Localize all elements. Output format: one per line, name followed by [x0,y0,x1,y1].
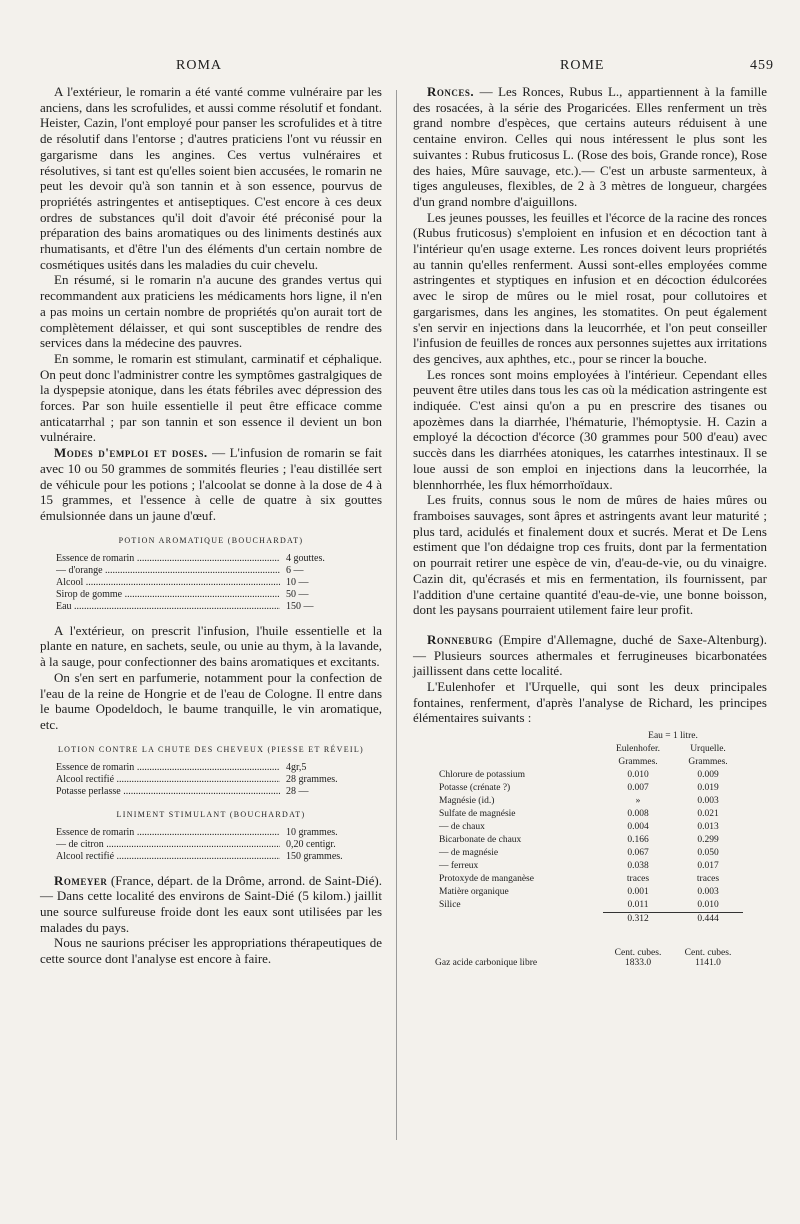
unit-label: Grammes. [688,757,728,768]
water-label: Eau = 1 litre. [648,731,698,742]
column-divider [396,90,397,1140]
paragraph-text: — L'infusion de romarin se fait avec 10 ou 50 grammes de sommités fleuries ; l'eau distillée sert de véhicule pour les potions ; l'alcoolat se donne à la dose de 4 à 15 grammes, et l'essence à celle de quatre à six gouttes émulsionnée dans un jaune d'œuf. [40,445,382,523]
table-row: Protoxyde de manganèse traces traces [439,874,720,885]
table-header-row [435,743,743,756]
table-row: Potasse (crénate ?) 0.007 0.019 [439,783,719,794]
recipe-row: Alcool rectifié ..... 150 grammes. [56,851,366,863]
entry-heading: Ronneburg [427,631,493,647]
gas-unit-row: Cent. cubes. Cent. cubes. [614,948,732,959]
paragraph: En résumé, si le romarin n'a aucune des grandes vertus qui recommandent aux praticiens les médicaments hors ligne, il n'en a pas moins un certain nombre de propriétés qu'on aurait tort de complètement délaisser, et qui sont susceptibles de rendre des services dans la médecine des pauvres. [40,272,382,351]
table-row: — de chaux 0.004 0.013 [439,822,719,833]
column-header: Eulenhofer. [615,744,661,755]
paragraph: Les ronces sont moins employées à l'intérieur. Cependant elles peuvent être utiles dans tous les cas où la médication astringente est indiquée. C'est ainsi qu'on a pu en prescrire des tisanes ou apozèmes dans la diarrhée, l'hématurie, l'hémoptysie. H. Cazin a employé la décoction d'écorce (30 grammes pour 500 d'eau) avec succès dans les diarrhées atoniques, les catarrhes intestinaux. Il se loue aussi de son emploi en injections dans la leucorrhée, la blennhorrhée, les flux hémorrhoïdaux. [413,366,767,492]
table-row: Sulfate de magnésie 0.008 0.021 [439,809,719,820]
table-row: — ferreux 0.038 0.017 [439,861,719,872]
paragraph: A l'extérieur, on prescrit l'infusion, l'huile essentielle et la plante en nature, en sachets, seule, ou unie au thym, à la lavande, à la sauge, pour confectionner des bains aromatiques et excitants. [40,622,382,670]
recipe-potion [56,553,366,613]
paragraph: A l'extérieur, le romarin a été vanté comme vulnéraire par les anciens, dans les scrofulides, et aussi comme résolutif et fondant. Heister, Cazin, l'ont employé pour panser les scrofulides et à titre de résolutif dans l'entorse ; d'autres praticiens l'ont vu réussir en gargarisme dans les angines. Ces vertus vulnéraires et résolutives, si tant est qu'elles soient bien accusées, le romarin ne peut les devoir qu'à son tannin et à son essence, pourvus de propriétés astringentes et antiseptiques. C'est encore à ces deux ordres de substances qu'il doit d'avoir été préconisé pour la préparation des bains aromatiques ou des liniments destinés aux rhumatisants, et d'être l'un des éléments d'un certain nombre de cosmétiques usités dans les maladies du cuir chevelu. [40,84,382,272]
paragraph-text: (Empire d'Allemagne, duché de Saxe-Altenburg). — Plusieurs sources athermales et ferrugineuses bicarbonatées jaillissent dans cette localité. [413,631,767,679]
table-row: — de magnésie 0.067 0.050 [439,848,719,859]
recipe-row: Essence de romarin ..... 4gr,5 [56,762,366,774]
recipe-row: Sirop de gomme ..... 50 — [56,589,366,601]
recipe-title: LOTION CONTRE LA CHUTE DES CHEVEUX (PIESSE ET RÉVEIL) [57,744,365,754]
recipe-title: POTION AROMATIQUE (BOUCHARDAT) [118,535,304,545]
recipe-lotion [56,762,366,798]
recipe-row: Alcool rectifié ..... 28 grammes. [56,774,366,786]
recipe-row: — d'orange ..... 6 — [56,565,366,577]
right-column [413,84,767,968]
paragraph-text: (France, départ. de la Drôme, arrond. de Saint-Dié). — Dans cette localité des environs de Saint-Dié (5 kilom.) jaillit une source sulfureuse froide dont les eaux sont utilisées par les malades du pays. [40,872,382,935]
paragraph: Les jeunes pousses, les feuilles et l'écorce de la racine des ronces (Rubus fruticosus) s'emploient en infusion et en décoction tant à l'intérieur qu'en usage externe. Les ronces doivent leurs propriétés au tannin qu'elles renferment. Aussi sont-elles employées comme astringentes et styptiques en infusion et en décoction édulcorées avec le sirop de mûres ou le miel rosat, pour collutoires et gargarismes, dans les angines, les stomatites. On peut également s'en servir en injections dans la leucorrhée, et l'on peut conseiller l'infusion de feuilles de ronces aux personnes sujettes aux irritations des gencives, aux aphthes, etc., pour se rincer la bouche. [413,209,767,366]
paragraph: Les fruits, connus sous le nom de mûres de haies mûres ou framboises sauvages, sont âpres et astringents avant leur maturité ; plus tard, acidulés et finalement doux et sucrés. Merat et De Lens estiment que l'on dédaigne trop ces fruits, dont par la fermentation on pourrait retirer une espèce de vin, d'eau-de-vie, ou du vinaigre. Cazin dit, qu'écrasés et mis en fermentation, ils fournissent, par l'addition d'une certaine quantité d'eau-de-vie, une bonne boisson, dont les paysans pourraient utilement faire leur profit. [413,492,767,618]
recipe-row: — de citron ..... 0,20 centigr. [56,839,366,851]
ronneburg-paragraph [413,632,767,679]
left-column [40,84,382,967]
table-row: Magnésie (id.) » 0.003 [439,796,719,807]
unit-label: Grammes. [618,757,658,768]
table-header-row [435,730,743,743]
table-row: Bicarbonate de chaux 0.166 0.299 [439,835,719,846]
paragraph: En somme, le romarin est stimulant, carminatif et céphalique. On peut donc l'administrer contre les symptômes gastralgiques de la dyspepsie atonique, dans les états fébriles avec dépression des forces. Par son huile essentielle il peut être efficace comme anticatarrhal ; par son tannin et son essence il devient un bon vulnéraire. [40,350,382,445]
section-heading: Modes d'emploi et doses. [54,445,208,461]
analysis-table [435,730,743,926]
page-number: 459 [750,58,774,73]
recipe-row: Essence de romarin ..... 10 grammes. [56,827,366,839]
paragraph: Nous ne saurions préciser les appropriations thérapeutiques de cette source dont l'analyse est encore à faire. [40,935,382,967]
total-row: 0.312 0.444 [435,913,743,927]
table-row: Chlorure de potassium 0.010 0.009 [439,770,719,781]
recipe-row: Potasse perlasse ..... 28 — [56,786,366,798]
paragraph-text: — Les Ronces, Rubus L., appartiennent à la famille des rosacées, à la série des Progaricées. Elles renferment un très grand nombre d'espèces, que certains auteurs réduisent à une centaine environ. Celles qui nous intéressent le plus sont les suivantes : Rubus fruticosus L. (Rose des bois, Grande ronce), Rose des haies, Mûre sauvage, etc.).— C'est un arbuste sarmenteux, à tiges anguleuses, flexibles, de 2 à 3 mètres de longueur, chargées d'un grand nombre d'aiguillons. [413,84,767,209]
running-head-right: ROME [560,58,605,73]
recipe-title: LINIMENT STIMULANT (BOUCHARDAT) [116,809,306,819]
paragraph: L'Eulenhofer et l'Urquelle, qui sont les deux principales fontaines, renferment, d'après l'analyse de Richard, les principes élémentaires suivants : [413,679,767,726]
modes-paragraph [40,445,382,524]
table-row: Silice 0.011 0.010 [439,900,719,911]
entry-heading: Ronces. [427,84,475,99]
running-head-left: ROMA [176,58,223,73]
recipe-liniment [56,827,366,863]
entry-heading: Romeyer [54,872,108,888]
column-header: Urquelle. [690,744,726,755]
recipe-row: Essence de romarin ..... 4 gouttes. [56,553,366,565]
gas-block [435,948,767,968]
gas-row: Gaz acide carbonique libre 1833.0 1141.0 [435,958,721,969]
recipe-row: Eau ..... 150 — [56,601,366,613]
ronces-paragraph [413,84,767,210]
romeyer-paragraph [40,873,382,936]
table-header-row [435,756,743,769]
recipe-row: Alcool ..... 10 — [56,577,366,589]
paragraph: On s'en sert en parfumerie, notamment pour la confection de l'eau de la reine de Hongrie et de l'eau de Cologne. Il entre dans le baume Opodeldoch, le baume tranquille, le vin aromatique, etc. [40,669,382,732]
table-row: Matière organique 0.001 0.003 [439,887,719,898]
